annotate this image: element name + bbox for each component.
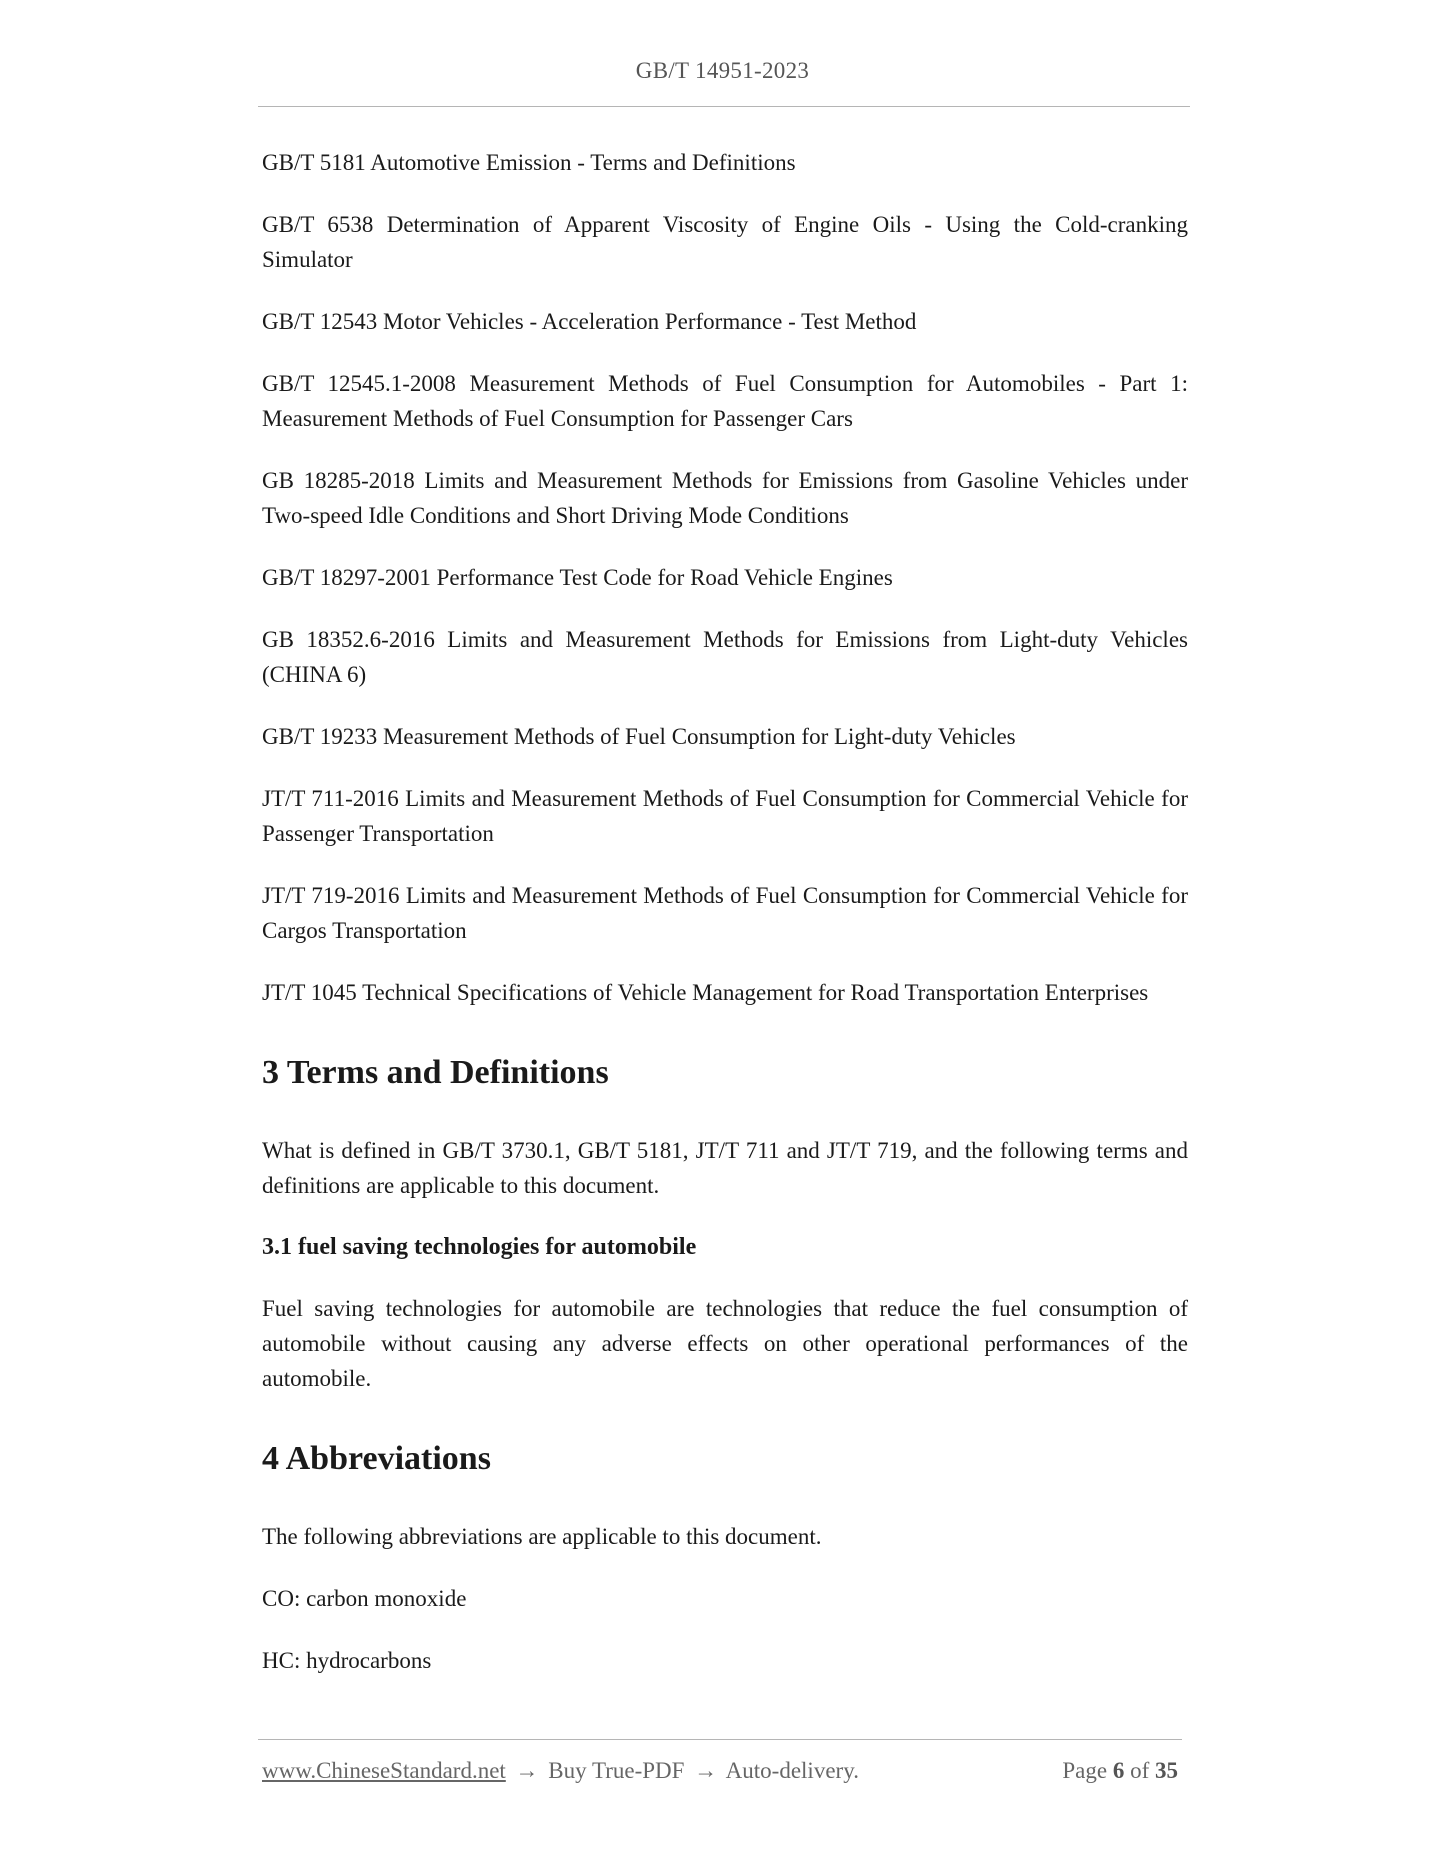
reference-item: GB/T 12543 Motor Vehicles - Acceleration Performance - Test Method — [262, 309, 917, 334]
reference-item: GB 18285-2018 Limits and Measurement Methods for Emissions from Gasoline Vehicles under Two-speed Idle Conditions and Short Driving Mode Conditions — [262, 468, 1188, 528]
auto-delivery-text: Auto-delivery. — [725, 1758, 859, 1783]
header-divider — [258, 106, 1190, 107]
abbreviation-item: HC: hydrocarbons — [262, 1648, 432, 1673]
abbreviation-item: CO: carbon monoxide — [262, 1586, 467, 1611]
section-3-intro: What is defined in GB/T 3730.1, GB/T 5181, JT/T 711 and JT/T 719, and the following terms and definitions are applicable to this document. — [262, 1138, 1188, 1198]
arrow-right-icon: → — [515, 1758, 539, 1783]
subsection-3-1-heading: 3.1 fuel saving technologies for automobile — [262, 1234, 697, 1260]
footer-divider — [258, 1739, 1182, 1740]
reference-item: GB 18352.6-2016 Limits and Measurement Methods for Emissions from Light-duty Vehicles (CHINA 6) — [262, 627, 1188, 687]
footer-promo — [262, 1756, 859, 1786]
buy-true-pdf-text: Buy True-PDF — [548, 1758, 685, 1783]
current-page-number: 6 — [1112, 1758, 1125, 1783]
reference-item: GB/T 18297-2001 Performance Test Code for Road Vehicle Engines — [262, 565, 893, 590]
reference-item: GB/T 6538 Determination of Apparent Viscosity of Engine Oils - Using the Cold-cranking Simulator — [262, 212, 1188, 272]
section-3-heading: 3 Terms and Definitions — [262, 1054, 609, 1091]
page-label: Page — [1062, 1758, 1108, 1783]
page-counter — [1062, 1756, 1178, 1786]
total-pages-number: 35 — [1155, 1758, 1178, 1783]
website-link[interactable]: www.ChineseStandard.net — [262, 1758, 506, 1783]
reference-item: GB/T 12545.1-2008 Measurement Methods of Fuel Consumption for Automobiles - Part 1: Measurement Methods of Fuel Consumption for Passenger Cars — [262, 371, 1188, 431]
section-4-intro: The following abbreviations are applicable to this document. — [262, 1524, 822, 1549]
reference-item: JT/T 1045 Technical Specifications of Vehicle Management for Road Transportation Enterprises — [262, 980, 1149, 1005]
section-4-heading: 4 Abbreviations — [262, 1440, 491, 1477]
reference-item: JT/T 719-2016 Limits and Measurement Methods of Fuel Consumption for Commercial Vehicle for Cargos Transportation — [262, 883, 1188, 943]
reference-item: JT/T 711-2016 Limits and Measurement Methods of Fuel Consumption for Commercial Vehicle for Passenger Transportation — [262, 786, 1188, 846]
subsection-3-1-text: Fuel saving technologies for automobile are technologies that reduce the fuel consumption of automobile without causing any adverse effects on other operational performances of the automobile. — [262, 1296, 1188, 1391]
arrow-right-icon: → — [694, 1758, 718, 1783]
reference-item: GB/T 19233 Measurement Methods of Fuel Consumption for Light-duty Vehicles — [262, 724, 1016, 749]
reference-item: GB/T 5181 Automotive Emission - Terms and Definitions — [262, 150, 796, 175]
of-label: of — [1130, 1758, 1150, 1783]
header-doc-id: GB/T 14951-2023 — [635, 58, 810, 83]
page-content — [262, 145, 1188, 1705]
